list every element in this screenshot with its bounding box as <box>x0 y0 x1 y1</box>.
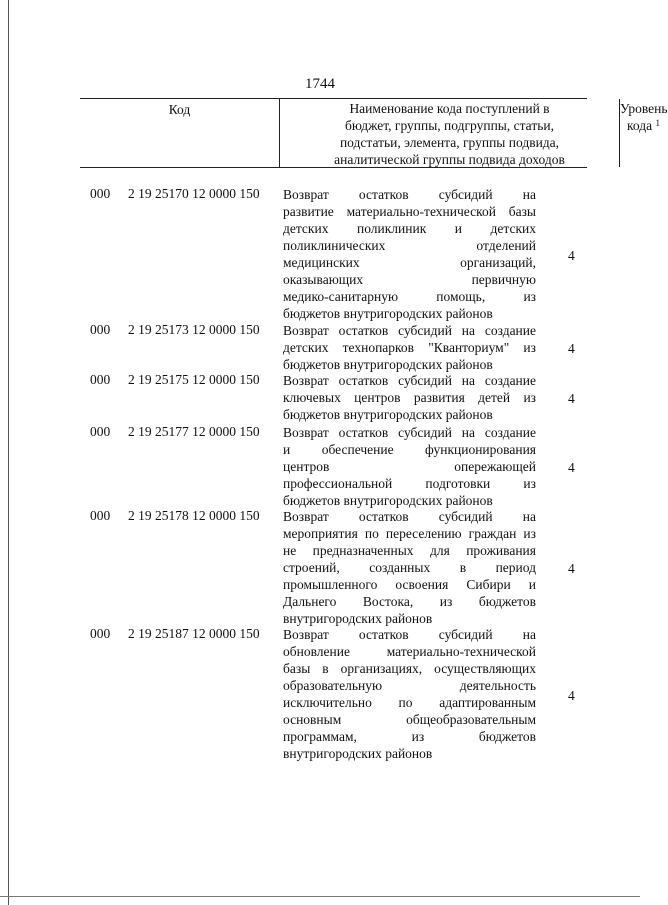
header-code-cell <box>80 99 280 167</box>
page-number: 1744 <box>305 76 335 92</box>
row-code: 2 19 25175 12 0000 150 <box>128 372 260 387</box>
row-description-line: внутригородских районов <box>283 746 433 761</box>
row-description-line: профессиональной подготовки из <box>283 476 536 491</box>
header-level-line1: Уровень <box>620 101 668 116</box>
row-description-line: Возврат остатков субсидий на <box>283 509 536 524</box>
row-code: 2 19 25170 12 0000 150 <box>128 186 260 201</box>
row-description-line: оказывающих первичную <box>283 272 536 287</box>
row-description-line: поликлинических отделений <box>283 238 536 253</box>
row-description-line: основным общеобразовательным <box>283 712 536 727</box>
row-description <box>283 508 536 627</box>
row-code-prefix: 000 <box>90 508 111 523</box>
row-description-line: бюджетов внутригородских районов <box>283 493 493 508</box>
row-level: 4 <box>568 248 575 263</box>
row-level: 4 <box>568 391 575 406</box>
row-description-line: не предназначенных для проживания <box>283 543 536 558</box>
row-code-prefix: 000 <box>90 322 111 337</box>
row-description-line: Возврат остатков субсидий на <box>283 627 536 642</box>
row-code: 2 19 25187 12 0000 150 <box>128 626 260 641</box>
row-description-line: мероприятия по переселению граждан из <box>283 526 536 541</box>
row-description-line: строений, созданных в период <box>283 560 536 575</box>
row-description-line: ключевых центров развития детей из <box>283 390 536 405</box>
row-description-line: бюджетов внутригородских районов <box>283 407 493 422</box>
row-code-prefix: 000 <box>90 424 111 439</box>
row-code: 2 19 25173 12 0000 150 <box>128 322 260 337</box>
table-header <box>80 98 668 168</box>
row-description-line: развитие материально-технической базы <box>283 204 536 219</box>
row-description-line: исключительно по адаптированным <box>283 695 536 710</box>
header-level-word: кода <box>627 118 653 133</box>
row-description-line: Возврат остатков субсидий на создание <box>283 425 536 440</box>
row-level: 4 <box>568 460 575 475</box>
row-code: 2 19 25177 12 0000 150 <box>128 424 260 439</box>
row-description-line: Возврат остатков субсидий на <box>283 187 536 202</box>
row-description-line: Возврат остатков субсидий на создание <box>283 323 536 338</box>
header-code-label: Код <box>168 102 191 117</box>
header-name-line: подстатьи, элемента, группы подвида, <box>339 135 560 150</box>
row-description-line: бюджетов внутригородских районов <box>283 306 493 321</box>
row-description <box>283 626 536 762</box>
row-description-line: Возврат остатков субсидий на создание <box>283 373 536 388</box>
row-description-line: медицинских организаций, <box>283 255 536 270</box>
row-code: 2 19 25178 12 0000 150 <box>128 508 260 523</box>
header-name-line: аналитической группы подвида доходов <box>334 152 565 167</box>
header-name-line: Наименование кода поступлений в <box>349 101 550 116</box>
row-description-line: бюджетов внутригородских районов <box>283 357 493 372</box>
row-description-line: обновление материально-технической <box>283 644 536 659</box>
row-description-line: центров опережающей <box>283 459 536 474</box>
row-code-prefix: 000 <box>90 626 111 641</box>
row-description <box>283 186 536 322</box>
row-description-line: программам, из бюджетов <box>283 729 536 744</box>
row-code-prefix: 000 <box>90 372 111 387</box>
header-level-footnote-mark: 1 <box>655 118 660 128</box>
row-description-line: базы в организациях, осуществляющих <box>283 661 536 676</box>
scan-bottom-edge <box>0 896 640 897</box>
header-level-cell <box>620 99 667 167</box>
row-description-line: детских поликлиник и детских <box>283 221 536 236</box>
header-level-line2 <box>620 117 667 134</box>
row-description <box>283 322 536 373</box>
row-level: 4 <box>568 688 575 703</box>
scan-left-edge <box>8 0 9 905</box>
row-description-line: промышленного освоения Сибири и <box>283 577 536 592</box>
row-description-line: Дальнего Востока, из бюджетов <box>283 594 536 609</box>
row-description-line: медико-санитарную помощь, из <box>283 289 536 304</box>
header-name-line: бюджет, группы, подгруппы, статьи, <box>345 118 554 133</box>
row-code-prefix: 000 <box>90 186 111 201</box>
row-description <box>283 424 536 509</box>
row-level: 4 <box>568 561 575 576</box>
row-description-line: образовательную деятельность <box>283 678 536 693</box>
row-description-line: и обеспечение функционирования <box>283 442 536 457</box>
row-level: 4 <box>568 341 575 356</box>
header-name-cell <box>280 99 620 167</box>
row-description-line: внутригородских районов <box>283 611 433 626</box>
row-description <box>283 372 536 423</box>
row-description-line: детских технопарков "Кванториум" из <box>283 340 536 355</box>
